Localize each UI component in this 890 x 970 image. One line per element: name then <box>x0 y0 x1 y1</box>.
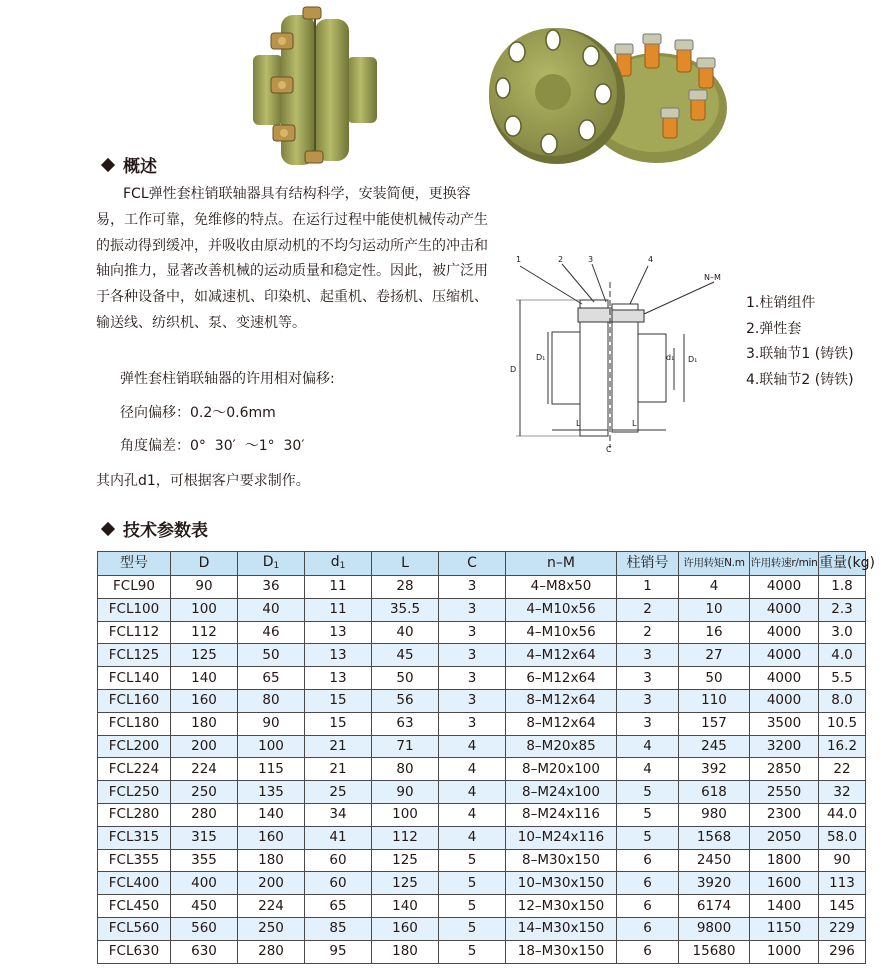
table-cell: 1568 <box>679 826 750 849</box>
table-cell: FCL112 <box>98 621 171 644</box>
table-cell: FCL315 <box>98 826 171 849</box>
table-cell: FCL630 <box>98 940 171 963</box>
overview-heading-text: 概述 <box>123 157 157 177</box>
col-header: 重量(kg) <box>819 552 866 576</box>
table-cell: 630 <box>171 940 238 963</box>
table-cell: 4 <box>439 781 506 804</box>
table-cell: 3 <box>439 712 506 735</box>
table-cell: 13 <box>305 667 372 690</box>
part-item: 4.联轴节2 (铸铁) <box>746 371 854 388</box>
table-cell: 1150 <box>750 917 819 940</box>
table-cell: 5 <box>617 826 679 849</box>
table-row <box>98 689 866 712</box>
table-cell: 3 <box>617 712 679 735</box>
table-cell: 56 <box>372 689 439 712</box>
table-cell: 4000 <box>750 689 819 712</box>
table-cell: 15 <box>305 689 372 712</box>
table-cell: 200 <box>171 735 238 758</box>
table-cell: 112 <box>171 621 238 644</box>
table-cell: 4 <box>617 758 679 781</box>
table-cell: 3200 <box>750 735 819 758</box>
table-row <box>98 735 866 758</box>
table-cell: 4 <box>439 803 506 826</box>
table-cell: 8–M12x64 <box>506 712 617 735</box>
table-cell: 4 <box>439 826 506 849</box>
table-cell: 27 <box>679 644 750 667</box>
table-cell: 21 <box>305 735 372 758</box>
table-cell: 40 <box>372 621 439 644</box>
table-cell: 3.0 <box>819 621 866 644</box>
table-cell: 35.5 <box>372 598 439 621</box>
table-cell: 5 <box>617 781 679 804</box>
table-cell: 50 <box>238 644 305 667</box>
dim-L-left: L <box>576 419 581 428</box>
table-cell: 34 <box>305 803 372 826</box>
overview-body <box>96 182 496 337</box>
table-cell: 18–M30x150 <box>506 940 617 963</box>
table-heading-text: 技术参数表 <box>123 521 208 541</box>
table-cell: 125 <box>372 872 439 895</box>
table-cell: 112 <box>372 826 439 849</box>
table-cell: 71 <box>372 735 439 758</box>
col-header: C <box>439 552 506 576</box>
table-cell: 3 <box>439 667 506 690</box>
col-header: $d_1$ <box>305 552 372 576</box>
table-cell: 2300 <box>750 803 819 826</box>
table-row <box>98 576 866 599</box>
col-header: D <box>171 552 238 576</box>
table-cell: FCL180 <box>98 712 171 735</box>
table-row <box>98 598 866 621</box>
dim-L-right: L <box>632 419 637 428</box>
col-header: n–M <box>506 552 617 576</box>
col-header: 型号 <box>98 552 171 576</box>
table-cell: 115 <box>238 758 305 781</box>
table-cell: 12–M30x150 <box>506 895 617 918</box>
table-cell: 10.5 <box>819 712 866 735</box>
table-cell: 2 <box>617 598 679 621</box>
table-cell: 4–M10x56 <box>506 621 617 644</box>
table-cell: 4000 <box>750 621 819 644</box>
table-cell: 1 <box>617 576 679 599</box>
table-cell: 11 <box>305 576 372 599</box>
overview-heading <box>99 152 157 177</box>
table-cell: 980 <box>679 803 750 826</box>
table-cell: 90 <box>171 576 238 599</box>
dim-D: D <box>510 365 517 374</box>
table-cell: 3 <box>439 621 506 644</box>
table-cell: 4 <box>617 735 679 758</box>
table-cell: 245 <box>679 735 750 758</box>
table-cell: 4 <box>679 576 750 599</box>
table-cell: 280 <box>171 803 238 826</box>
table-cell: 135 <box>238 781 305 804</box>
diamond-bullet-icon <box>101 521 115 535</box>
table-cell: 100 <box>372 803 439 826</box>
callout-2: 2 <box>558 255 564 264</box>
table-cell: 100 <box>238 735 305 758</box>
table-cell: 355 <box>171 849 238 872</box>
table-cell: 3 <box>617 667 679 690</box>
table-cell: 250 <box>238 917 305 940</box>
table-cell: 90 <box>238 712 305 735</box>
table-cell: 125 <box>372 849 439 872</box>
table-cell: 2 <box>617 621 679 644</box>
table-cell: 36 <box>238 576 305 599</box>
table-cell: 2850 <box>750 758 819 781</box>
col-header: 许用转矩N.m <box>679 552 750 576</box>
table-cell: 160 <box>171 689 238 712</box>
table-row <box>98 826 866 849</box>
table-cell: 1400 <box>750 895 819 918</box>
dim-d1: d₁ <box>666 353 675 362</box>
table-cell: 3500 <box>750 712 819 735</box>
table-row <box>98 940 866 963</box>
overview-paragraph: FCL弹性套柱销联轴器具有结构科学，安装简便，更换容易，工作可靠，免维修的特点。在运行过程中能使机械传动产生的振动得到缓冲，并吸收由原动机的不均匀运动所产生的冲击和轴向推力，显著改善机械的运动质量和稳定性。因此，被广泛用于各种设备中，如减速机、印染机、起重机、卷扬机、压缩机、输送线、纺织机、泵、变速机等。 <box>96 186 488 331</box>
table-cell: FCL400 <box>98 872 171 895</box>
table-cell: 250 <box>171 781 238 804</box>
table-cell: 180 <box>372 940 439 963</box>
table-cell: 25 <box>305 781 372 804</box>
table-cell: 224 <box>238 895 305 918</box>
radial-offset: 径向偏移：0.2～0.6mm <box>120 405 276 421</box>
table-row <box>98 895 866 918</box>
table-cell: 157 <box>679 712 750 735</box>
table-row <box>98 712 866 735</box>
table-cell: FCL355 <box>98 849 171 872</box>
table-cell: 5 <box>617 803 679 826</box>
callout-4: 4 <box>648 255 654 264</box>
table-cell: 110 <box>679 689 750 712</box>
table-cell: 1000 <box>750 940 819 963</box>
table-cell: 8–M12x64 <box>506 689 617 712</box>
table-cell: 4000 <box>750 598 819 621</box>
part-item: 1.柱销组件 <box>746 295 816 311</box>
table-cell: FCL160 <box>98 689 171 712</box>
table-cell: 8–M24x100 <box>506 781 617 804</box>
table-cell: 4000 <box>750 644 819 667</box>
table-cell: 8–M30x150 <box>506 849 617 872</box>
table-cell: 5 <box>439 917 506 940</box>
table-row <box>98 667 866 690</box>
table-cell: FCL280 <box>98 803 171 826</box>
table-cell: 6 <box>617 917 679 940</box>
table-cell: 58.0 <box>819 826 866 849</box>
table-cell: 32 <box>819 781 866 804</box>
dim-C: C <box>606 445 612 454</box>
table-header-row <box>98 552 866 576</box>
table-cell: 5 <box>439 849 506 872</box>
table-cell: 113 <box>819 872 866 895</box>
table-cell: 45 <box>372 644 439 667</box>
table-row <box>98 781 866 804</box>
coupling-assembled-photo <box>245 5 385 165</box>
table-cell: 400 <box>171 872 238 895</box>
table-cell: FCL200 <box>98 735 171 758</box>
table-cell: 6 <box>617 872 679 895</box>
dim-D1: D₁ <box>536 353 546 362</box>
table-cell: 6–M12x64 <box>506 667 617 690</box>
bore-note: 其内孔d1，可根据客户要求制作。 <box>96 473 310 489</box>
table-cell: 6 <box>617 849 679 872</box>
table-cell: 125 <box>171 644 238 667</box>
table-cell: 560 <box>171 917 238 940</box>
table-row <box>98 803 866 826</box>
table-cell: 90 <box>372 781 439 804</box>
table-cell: 28 <box>372 576 439 599</box>
table-cell: 10–M30x150 <box>506 872 617 895</box>
table-cell: 618 <box>679 781 750 804</box>
table-cell: 6 <box>617 940 679 963</box>
table-cell: 5 <box>439 872 506 895</box>
table-cell: 4–M10x56 <box>506 598 617 621</box>
table-cell: 16.2 <box>819 735 866 758</box>
col-header: $D_1$ <box>238 552 305 576</box>
parts-list <box>746 291 854 393</box>
table-row <box>98 872 866 895</box>
table-cell: 15680 <box>679 940 750 963</box>
table-cell: 145 <box>819 895 866 918</box>
table-cell: 2550 <box>750 781 819 804</box>
table-cell: 5 <box>439 940 506 963</box>
table-heading <box>99 516 208 541</box>
table-cell: 15 <box>305 712 372 735</box>
table-cell: 50 <box>372 667 439 690</box>
table-cell: 9800 <box>679 917 750 940</box>
table-row <box>98 758 866 781</box>
table-cell: 5.5 <box>819 667 866 690</box>
table-cell: 85 <box>305 917 372 940</box>
table-cell: 3 <box>439 689 506 712</box>
table-cell: 160 <box>372 917 439 940</box>
table-cell: 4000 <box>750 667 819 690</box>
table-cell: 3 <box>617 689 679 712</box>
part-item: 3.联轴节1 (铸铁) <box>746 346 854 362</box>
table-cell: 80 <box>372 758 439 781</box>
table-cell: FCL90 <box>98 576 171 599</box>
nm-label: N–M <box>704 273 721 282</box>
table-cell: 296 <box>819 940 866 963</box>
table-cell: 4000 <box>750 576 819 599</box>
table-cell: 41 <box>305 826 372 849</box>
table-cell: 46 <box>238 621 305 644</box>
table-cell: 3 <box>439 576 506 599</box>
table-cell: 40 <box>238 598 305 621</box>
table-cell: FCL560 <box>98 917 171 940</box>
coupling-technical-drawing <box>508 252 730 458</box>
callout-3: 3 <box>588 255 594 264</box>
table-row <box>98 644 866 667</box>
table-cell: 60 <box>305 872 372 895</box>
table-cell: FCL450 <box>98 895 171 918</box>
table-cell: 95 <box>305 940 372 963</box>
table-cell: 5 <box>439 895 506 918</box>
table-cell: FCL224 <box>98 758 171 781</box>
table-cell: 8.0 <box>819 689 866 712</box>
table-cell: 13 <box>305 621 372 644</box>
angular-offset: 角度偏差：0° 30′ ～1° 30′ <box>120 438 305 454</box>
table-row <box>98 917 866 940</box>
table-cell: 80 <box>238 689 305 712</box>
callout-1: 1 <box>516 255 522 264</box>
table-cell: 2050 <box>750 826 819 849</box>
table-cell: 3 <box>439 598 506 621</box>
col-header: 许用转速r/min <box>750 552 819 576</box>
table-cell: 450 <box>171 895 238 918</box>
table-cell: 90 <box>819 849 866 872</box>
table-cell: 4 <box>439 758 506 781</box>
table-cell: 16 <box>679 621 750 644</box>
table-cell: 140 <box>238 803 305 826</box>
table-cell: 229 <box>819 917 866 940</box>
table-cell: 1.8 <box>819 576 866 599</box>
table-cell: 4–M8x50 <box>506 576 617 599</box>
dim-D1-right: D₁ <box>688 355 698 364</box>
table-cell: 140 <box>171 667 238 690</box>
table-cell: 4.0 <box>819 644 866 667</box>
table-cell: 315 <box>171 826 238 849</box>
table-cell: 392 <box>679 758 750 781</box>
col-header: L <box>372 552 439 576</box>
table-cell: 8–M20x100 <box>506 758 617 781</box>
table-cell: 10–M24x116 <box>506 826 617 849</box>
table-cell: 160 <box>238 826 305 849</box>
table-cell: 4 <box>439 735 506 758</box>
diamond-bullet-icon <box>101 157 115 171</box>
table-cell: 44.0 <box>819 803 866 826</box>
table-cell: 13 <box>305 644 372 667</box>
table-cell: 14–M30x150 <box>506 917 617 940</box>
table-row <box>98 849 866 872</box>
table-cell: FCL140 <box>98 667 171 690</box>
col-header: 柱销号 <box>617 552 679 576</box>
spec-table <box>97 551 875 964</box>
table-cell: 3 <box>617 644 679 667</box>
part-item: 2.弹性套 <box>746 320 802 337</box>
table-cell: 280 <box>238 940 305 963</box>
offset-title: 弹性套柱销联轴器的许用相对偏移: <box>120 371 335 387</box>
table-cell: 6174 <box>679 895 750 918</box>
table-cell: 180 <box>171 712 238 735</box>
table-cell: 11 <box>305 598 372 621</box>
table-cell: 4–M12x64 <box>506 644 617 667</box>
table-cell: 100 <box>171 598 238 621</box>
table-cell: 50 <box>679 667 750 690</box>
coupling-disassembled-photo <box>487 18 732 178</box>
table-cell: 1600 <box>750 872 819 895</box>
table-cell: 10 <box>679 598 750 621</box>
table-cell: 63 <box>372 712 439 735</box>
table-cell: 65 <box>305 895 372 918</box>
table-cell: FCL100 <box>98 598 171 621</box>
table-cell: 3920 <box>679 872 750 895</box>
table-cell: 140 <box>372 895 439 918</box>
table-cell: 200 <box>238 872 305 895</box>
table-cell: FCL250 <box>98 781 171 804</box>
table-cell: 60 <box>305 849 372 872</box>
table-cell: 2450 <box>679 849 750 872</box>
table-cell: 8–M24x116 <box>506 803 617 826</box>
table-cell: 3 <box>439 644 506 667</box>
table-cell: 2.3 <box>819 598 866 621</box>
table-cell: 1800 <box>750 849 819 872</box>
table-cell: 22 <box>819 758 866 781</box>
table-cell: FCL125 <box>98 644 171 667</box>
table-row <box>98 621 866 644</box>
table-cell: 8–M20x85 <box>506 735 617 758</box>
table-cell: 6 <box>617 895 679 918</box>
table-cell: 21 <box>305 758 372 781</box>
table-cell: 224 <box>171 758 238 781</box>
table-cell: 180 <box>238 849 305 872</box>
table-cell: 65 <box>238 667 305 690</box>
